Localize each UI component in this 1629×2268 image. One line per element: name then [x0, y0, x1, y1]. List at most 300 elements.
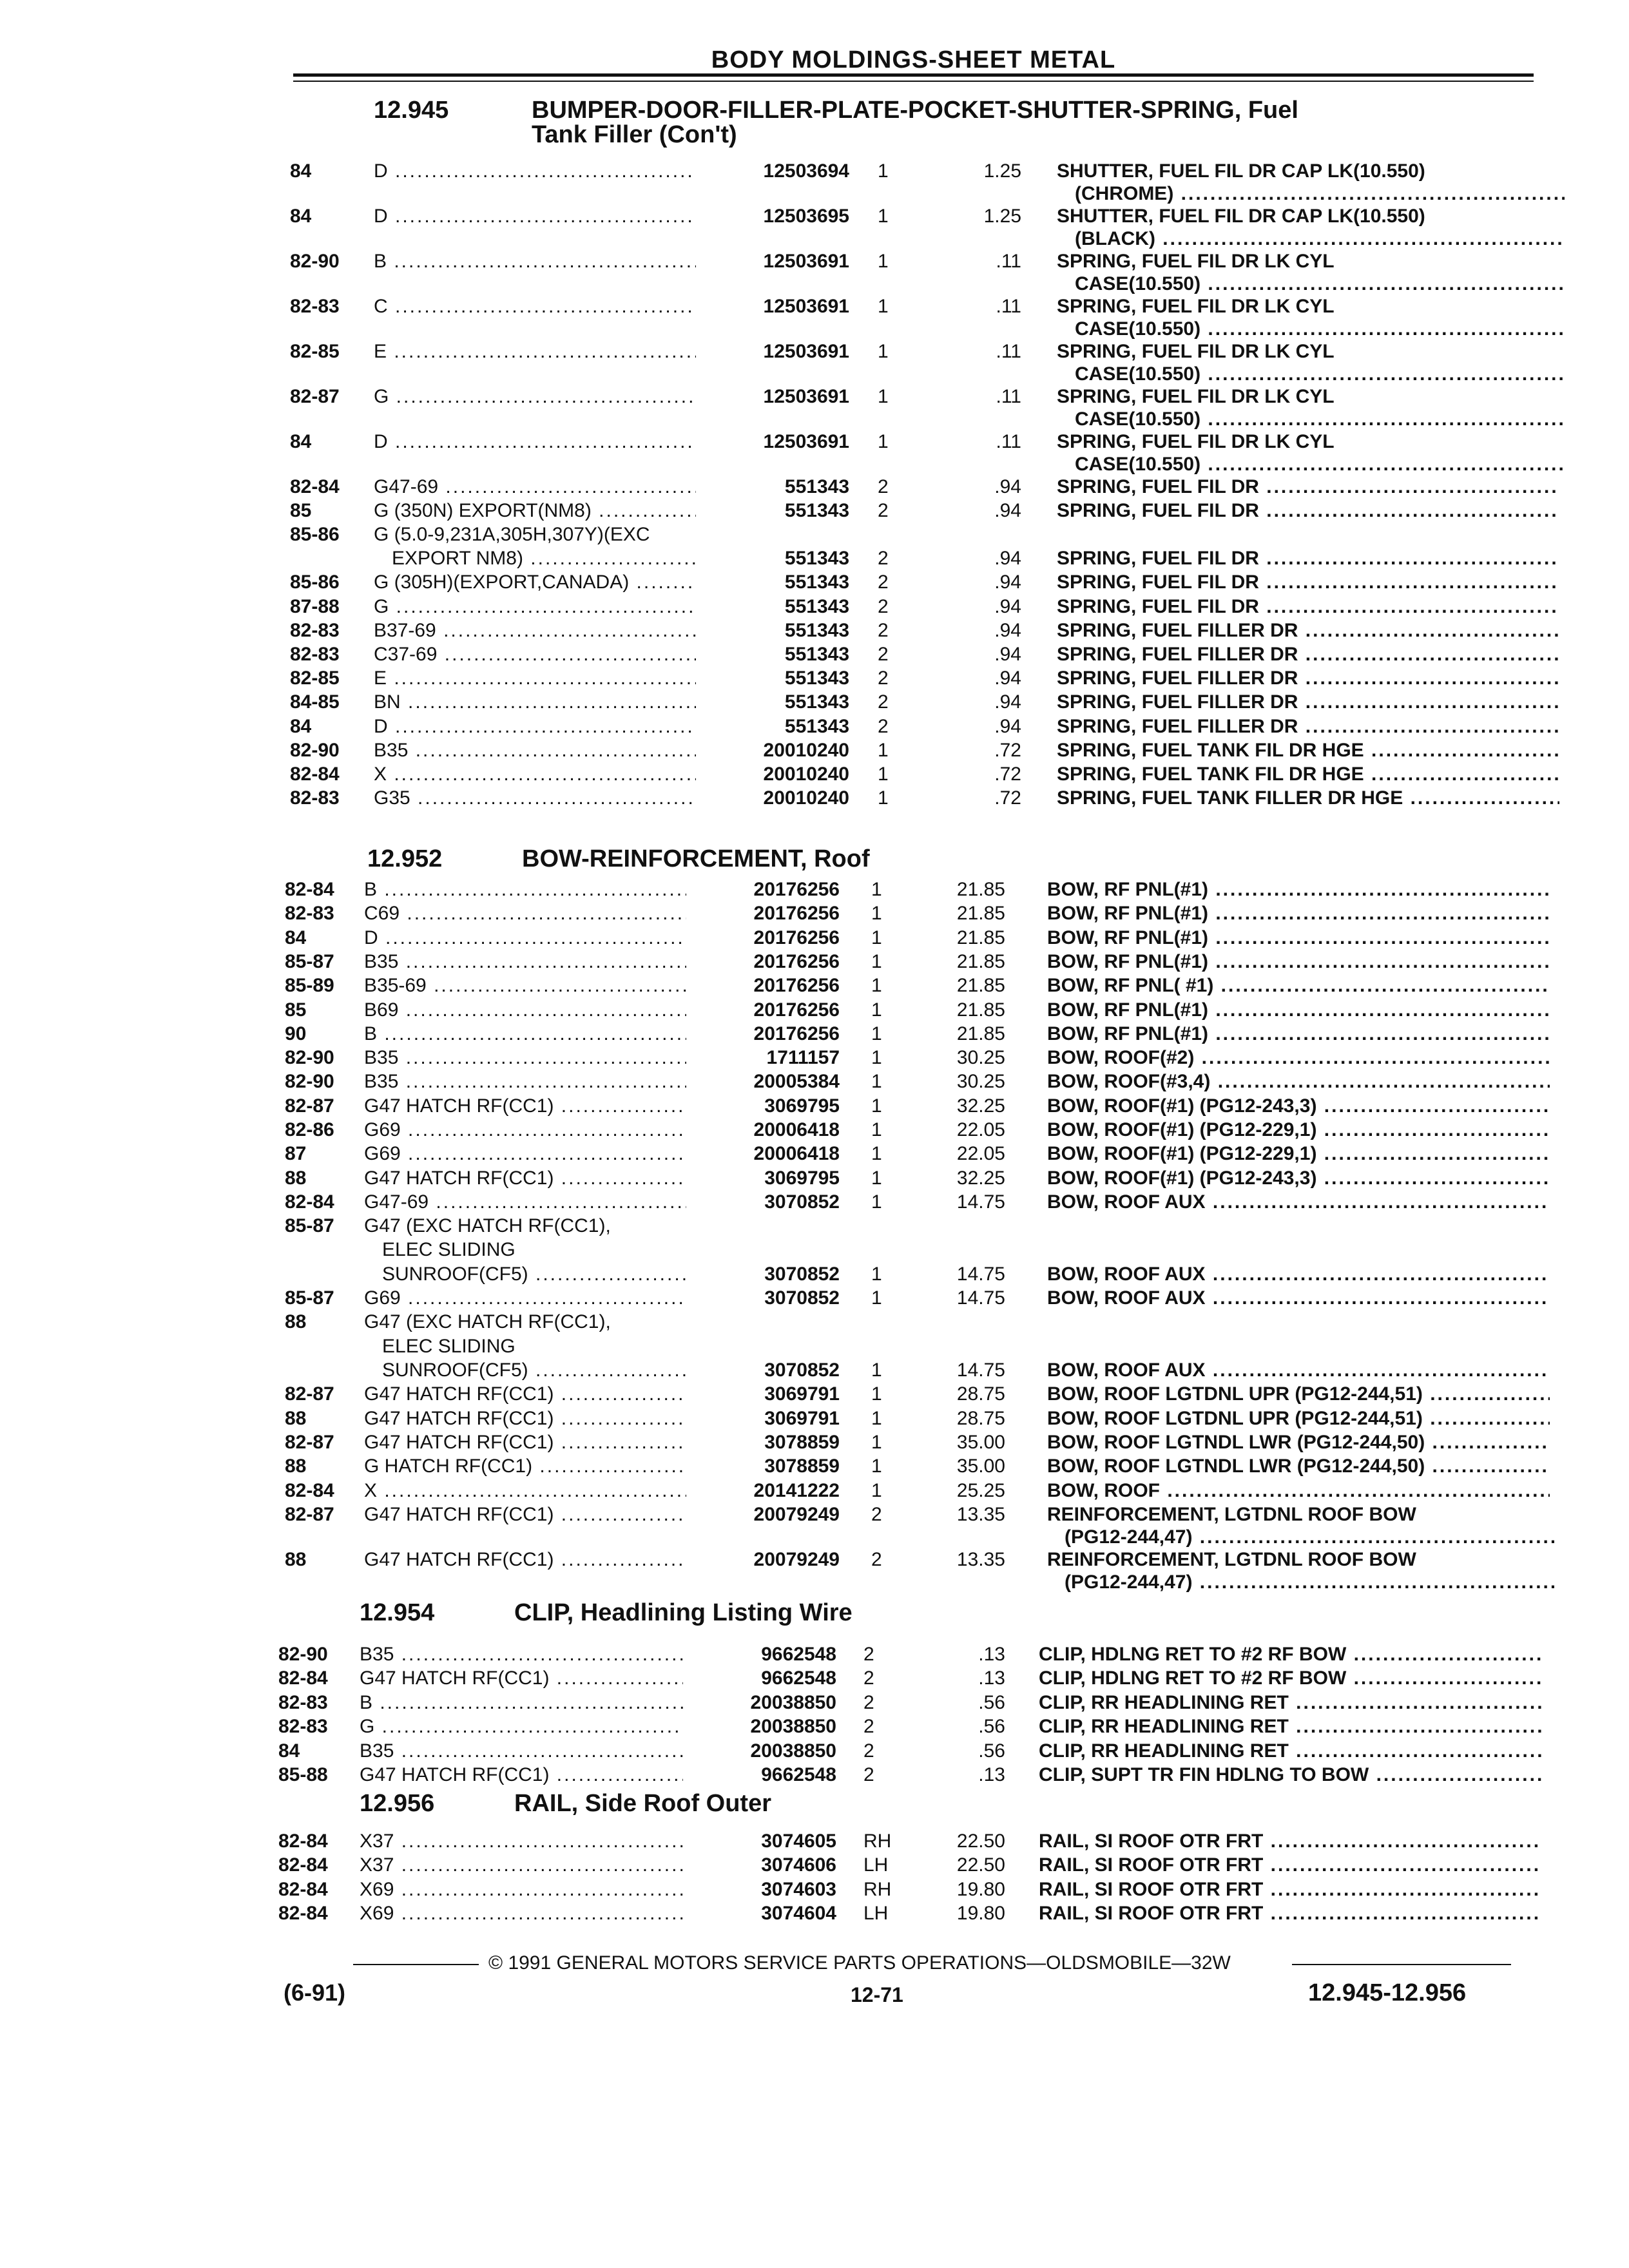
quantity: 1	[878, 250, 889, 272]
description-cont: CASE(10.550) .....	[1075, 363, 1565, 386]
body-style: B35 .....	[364, 1070, 725, 1093]
description: REINFORCEMENT, LGTDNL ROOF BOW	[1047, 1548, 1416, 1570]
model-year: 85-86	[290, 572, 340, 593]
quantity: 1	[871, 975, 882, 997]
body-style: G47 HATCH RF(CC1) .....	[360, 1763, 720, 1787]
price: 30.25	[956, 1047, 1005, 1069]
description: SPRING, FUEL FILLER DR .....	[1057, 667, 1559, 690]
model-year: 85-88	[278, 1764, 328, 1785]
quantity: 2	[863, 1667, 874, 1689]
price: .94	[994, 668, 1021, 689]
body-style: D .....	[374, 160, 735, 183]
quantity: 2	[878, 643, 889, 665]
price: .11	[996, 340, 1021, 362]
quantity: 1	[871, 1407, 882, 1429]
body-style: G47 (EXC HATCH RF(CC1),	[364, 1311, 611, 1333]
body-style: G35 .....	[374, 787, 735, 810]
description: BOW, ROOF(#1) (PG12-229,1) .....	[1047, 1142, 1550, 1166]
description: SPRING, FUEL FIL DR .....	[1057, 595, 1559, 619]
description: CLIP, SUPT TR FIN HDLNG TO BOW .....	[1039, 1763, 1541, 1787]
price: 21.85	[956, 950, 1005, 972]
description-cont: CASE(10.550) .....	[1075, 408, 1565, 431]
body-style-cont: EXPORT NM8) .....	[392, 547, 753, 570]
description: BOW, RF PNL(#1) .....	[1047, 878, 1550, 901]
body-style: G (305H)(EXPORT,CANADA) .....	[374, 571, 735, 594]
quantity: 1	[878, 205, 889, 227]
description: SPRING, FUEL FIL DR .....	[1057, 571, 1559, 594]
body-style: BN .....	[374, 691, 735, 714]
description: RAIL, SI ROOF OTR FRT .....	[1039, 1830, 1541, 1853]
body-style: G47 HATCH RF(CC1) .....	[364, 1167, 725, 1190]
part-number: 3070852	[686, 1287, 840, 1310]
model-year: 82-83	[278, 1691, 328, 1713]
model-year: 84	[290, 160, 312, 182]
header-rule-thin	[293, 81, 1534, 82]
price: .94	[994, 548, 1021, 570]
footer-rule-left	[353, 1964, 479, 1965]
page-code: (6-91)	[284, 1979, 346, 2006]
description: SPRING, FUEL FIL DR .....	[1057, 547, 1559, 570]
model-year: 82-90	[285, 1071, 334, 1093]
part-number: 3074606	[683, 1854, 836, 1877]
description: REINFORCEMENT, LGTDNL ROOF BOW	[1047, 1503, 1416, 1525]
model-year: 85-89	[285, 975, 334, 997]
description: SPRING, FUEL TANK FILLER DR HGE .....	[1057, 787, 1559, 810]
description-cont: (PG12-244,47) .....	[1065, 1526, 1554, 1549]
part-number: 3069791	[686, 1407, 840, 1430]
copyright-notice: © 1991 GENERAL MOTORS SERVICE PARTS OPERATIONS—OLDSMOBILE—32W	[488, 1952, 1231, 1974]
quantity: 2	[878, 715, 889, 737]
description: BOW, RF PNL(#1) .....	[1047, 999, 1550, 1022]
description: BOW, ROOF .....	[1047, 1479, 1550, 1503]
price: .72	[994, 763, 1021, 785]
quantity: 1	[871, 1287, 882, 1309]
description: BOW, ROOF(#1) (PG12-243,3) .....	[1047, 1167, 1550, 1190]
part-number: 551343	[696, 643, 849, 666]
body-style: D .....	[374, 715, 735, 738]
body-style: B35 .....	[364, 1046, 725, 1070]
quantity: 1	[871, 1095, 882, 1117]
price: 21.85	[956, 975, 1005, 997]
description-cont: CASE(10.550) .....	[1075, 273, 1565, 296]
body-style: G (350N) EXPORT(NM8) .....	[374, 499, 735, 523]
price: 28.75	[956, 1407, 1005, 1429]
section-number: 12.956	[360, 1790, 435, 1817]
price: .72	[994, 787, 1021, 809]
model-year: 82-84	[285, 1191, 334, 1213]
section-number: 12.954	[360, 1599, 435, 1626]
part-number: 551343	[696, 619, 849, 642]
quantity: 2	[871, 1548, 882, 1570]
model-year: 85-87	[285, 950, 334, 972]
quantity: 2	[878, 595, 889, 617]
part-number: 20038850	[683, 1740, 836, 1763]
model-year: 82-85	[290, 340, 340, 362]
description: BOW, ROOF LGTNDL LWR (PG12-244,50) .....	[1047, 1431, 1550, 1454]
description-cont: (BLACK) .....	[1075, 227, 1565, 251]
quantity: 2	[863, 1644, 874, 1665]
price: 22.50	[956, 1854, 1005, 1876]
body-style: G .....	[374, 595, 735, 619]
part-number: 551343	[696, 691, 849, 714]
part-number: 551343	[696, 547, 849, 570]
model-year: 85-86	[290, 523, 340, 545]
part-number: 12503694	[696, 160, 849, 183]
body-style: D .....	[374, 430, 735, 454]
description: BOW, ROOF(#1) (PG12-229,1) .....	[1047, 1119, 1550, 1142]
body-style: B35 .....	[374, 739, 735, 762]
description: BOW, ROOF LGTNDL LWR (PG12-244,50) .....	[1047, 1455, 1550, 1478]
quantity: 2	[863, 1764, 874, 1785]
description: SPRING, FUEL FIL DR .....	[1057, 476, 1559, 499]
model-year: 82-84	[285, 879, 334, 900]
quantity: 1	[871, 999, 882, 1021]
quantity: RH	[863, 1831, 892, 1852]
quantity: 2	[863, 1691, 874, 1713]
quantity: 1	[871, 903, 882, 925]
part-number: 20006418	[686, 1119, 840, 1142]
body-style: G47 HATCH RF(CC1) .....	[364, 1383, 725, 1406]
quantity: 2	[863, 1716, 874, 1738]
part-number: 20176256	[686, 974, 840, 997]
description-cont: CASE(10.550) .....	[1075, 453, 1565, 476]
body-style: G .....	[374, 385, 735, 408]
part-number: 12503695	[696, 205, 849, 228]
quantity: 1	[871, 879, 882, 900]
price: .13	[978, 1764, 1005, 1785]
model-year: 88	[285, 1407, 307, 1429]
part-number: 20176256	[686, 950, 840, 974]
description: SPRING, FUEL TANK FIL DR HGE .....	[1057, 763, 1559, 786]
part-number: 20010240	[696, 739, 849, 762]
body-style: B35 .....	[360, 1740, 720, 1763]
part-number: 20176256	[686, 1023, 840, 1046]
description: RAIL, SI ROOF OTR FRT .....	[1039, 1854, 1541, 1877]
quantity: 1	[878, 739, 889, 761]
body-style: G (5.0-9,231A,305H,307Y)(EXC	[374, 523, 650, 545]
page-number: 12-71	[851, 1983, 903, 2006]
part-number: 551343	[696, 715, 849, 738]
price: .11	[996, 385, 1021, 407]
quantity: 1	[871, 927, 882, 948]
body-style: G .....	[360, 1715, 720, 1738]
description: BOW, ROOF(#1) (PG12-243,3) .....	[1047, 1095, 1550, 1118]
price: 13.35	[956, 1548, 1005, 1570]
quantity: 2	[878, 691, 889, 713]
body-style: X .....	[374, 763, 735, 786]
description-cont: CASE(10.550) .....	[1075, 318, 1565, 341]
model-year: 85	[285, 999, 307, 1021]
price: .94	[994, 715, 1021, 737]
body-style: G47 HATCH RF(CC1) .....	[360, 1667, 720, 1690]
body-style: G47 HATCH RF(CC1) .....	[364, 1095, 725, 1118]
part-number: 3069795	[686, 1095, 840, 1118]
description: CLIP, HDLNG RET TO #2 RF BOW .....	[1039, 1643, 1541, 1666]
body-style: B35 .....	[364, 950, 725, 974]
body-style: C .....	[374, 295, 735, 318]
description: BOW, ROOF(#3,4) .....	[1047, 1070, 1550, 1093]
model-year: 84	[290, 205, 312, 227]
price: 25.25	[956, 1479, 1005, 1501]
body-style-cont: ELEC SLIDING	[382, 1335, 516, 1357]
part-number: 3074603	[683, 1878, 836, 1901]
part-number: 9662548	[683, 1667, 836, 1690]
description: BOW, RF PNL(#1) .....	[1047, 950, 1550, 974]
description: SPRING, FUEL FILLER DR .....	[1057, 643, 1559, 666]
price: .94	[994, 476, 1021, 497]
quantity: 1	[878, 430, 889, 452]
description: BOW, RF PNL(#1) .....	[1047, 927, 1550, 950]
model-year: 82-83	[290, 787, 340, 809]
quantity: LH	[863, 1854, 889, 1876]
quantity: 1	[878, 295, 889, 317]
price: 35.00	[956, 1431, 1005, 1453]
section-number: 12.952	[367, 845, 443, 872]
part-number: 12503691	[696, 295, 849, 318]
price: .94	[994, 643, 1021, 665]
description: BOW, RF PNL( #1) .....	[1047, 974, 1550, 997]
model-year: 82-90	[285, 1047, 334, 1069]
quantity: 1	[871, 1383, 882, 1405]
model-year: 84	[278, 1740, 300, 1762]
price: 22.50	[956, 1831, 1005, 1852]
model-year: 82-87	[285, 1431, 334, 1453]
quantity: LH	[863, 1903, 889, 1925]
model-year: 87-88	[290, 595, 340, 617]
price: 14.75	[956, 1359, 1005, 1381]
model-year: 82-84	[278, 1831, 328, 1852]
description: CLIP, RR HEADLINING RET .....	[1039, 1715, 1541, 1738]
body-style: X69 .....	[360, 1902, 720, 1925]
quantity: 1	[878, 385, 889, 407]
part-number: 20006418	[686, 1142, 840, 1166]
description-cont: (CHROME) .....	[1075, 182, 1565, 206]
section-name-continued: Tank Filler (Con't)	[532, 121, 737, 148]
description: SPRING, FUEL FILLER DR .....	[1057, 691, 1559, 714]
part-number: 12503691	[696, 385, 849, 408]
description: CLIP, RR HEADLINING RET .....	[1039, 1740, 1541, 1763]
description: BOW, ROOF LGTDNL UPR (PG12-244,51) .....	[1047, 1383, 1550, 1406]
part-number: 20079249	[686, 1548, 840, 1571]
section-name: CLIP, Headlining Listing Wire	[514, 1599, 853, 1626]
price: .13	[978, 1667, 1005, 1689]
description: RAIL, SI ROOF OTR FRT .....	[1039, 1902, 1541, 1925]
part-number: 3078859	[686, 1431, 840, 1454]
body-style: B .....	[374, 250, 735, 273]
description: SHUTTER, FUEL FIL DR CAP LK(10.550)	[1057, 160, 1425, 182]
description: SPRING, FUEL FIL DR LK CYL	[1057, 340, 1335, 362]
description: SPRING, FUEL FIL DR LK CYL	[1057, 295, 1335, 317]
model-year: 87	[285, 1143, 307, 1165]
model-year: 82-87	[290, 385, 340, 407]
page-header: BODY MOLDINGS-SHEET METAL	[711, 46, 1116, 73]
body-style: G47-69 .....	[374, 476, 735, 499]
quantity: 2	[878, 668, 889, 689]
body-style-cont: SUNROOF(CF5) .....	[382, 1359, 743, 1382]
description: BOW, RF PNL(#1) .....	[1047, 1023, 1550, 1046]
price: 14.75	[956, 1263, 1005, 1285]
model-year: 82-87	[285, 1503, 334, 1525]
model-year: 84	[285, 927, 307, 948]
quantity: 1	[878, 340, 889, 362]
part-number: 20141222	[686, 1479, 840, 1503]
part-number: 551343	[696, 571, 849, 594]
model-year: 82-84	[290, 476, 340, 497]
quantity: 1	[878, 160, 889, 182]
description: BOW, ROOF LGTDNL UPR (PG12-244,51) .....	[1047, 1407, 1550, 1430]
model-year: 82-83	[290, 643, 340, 665]
body-style: B35-69 .....	[364, 974, 725, 997]
model-year: 84-85	[290, 691, 340, 713]
part-number: 1711157	[686, 1046, 840, 1070]
part-number: 551343	[696, 499, 849, 523]
model-year: 82-83	[290, 619, 340, 641]
header-rule	[293, 73, 1534, 77]
price: .56	[978, 1716, 1005, 1738]
body-style: D .....	[374, 205, 735, 228]
description: SHUTTER, FUEL FIL DR CAP LK(10.550)	[1057, 205, 1425, 227]
price: .11	[996, 430, 1021, 452]
quantity: 1	[878, 787, 889, 809]
body-style: B .....	[364, 878, 725, 901]
quantity: 1	[871, 1167, 882, 1189]
description: BOW, ROOF AUX .....	[1047, 1359, 1550, 1382]
part-number: 3074604	[683, 1902, 836, 1925]
price: .94	[994, 691, 1021, 713]
quantity: 2	[878, 476, 889, 497]
page-range: 12.945-12.956	[1308, 1979, 1467, 2006]
model-year: 82-90	[290, 250, 340, 272]
description: BOW, ROOF AUX .....	[1047, 1287, 1550, 1310]
part-number: 20010240	[696, 787, 849, 810]
part-number: 12503691	[696, 430, 849, 454]
model-year: 82-87	[285, 1383, 334, 1405]
price: 22.05	[956, 1143, 1005, 1165]
price: 19.80	[956, 1878, 1005, 1900]
part-number: 9662548	[683, 1763, 836, 1787]
description: SPRING, FUEL FIL DR .....	[1057, 499, 1559, 523]
model-year: 84	[290, 715, 312, 737]
description: BOW, ROOF(#2) .....	[1047, 1046, 1550, 1070]
model-year: 82-83	[285, 903, 334, 925]
model-year: 82-84	[278, 1854, 328, 1876]
part-number: 20038850	[683, 1715, 836, 1738]
part-number: 3074605	[683, 1830, 836, 1853]
part-number: 3070852	[686, 1263, 840, 1286]
quantity: 2	[871, 1503, 882, 1525]
body-style: G47 HATCH RF(CC1) .....	[364, 1431, 725, 1454]
description: CLIP, HDLNG RET TO #2 RF BOW .....	[1039, 1667, 1541, 1690]
price: .94	[994, 595, 1021, 617]
body-style: X .....	[364, 1479, 725, 1503]
price: 13.35	[956, 1503, 1005, 1525]
body-style: B .....	[360, 1691, 720, 1715]
quantity: 1	[871, 1143, 882, 1165]
price: 32.25	[956, 1095, 1005, 1117]
part-number: 20176256	[686, 999, 840, 1022]
section-name: BOW-REINFORCEMENT, Roof	[522, 845, 870, 872]
body-style-cont: ELEC SLIDING	[382, 1239, 516, 1261]
part-number: 551343	[696, 667, 849, 690]
body-style: X37 .....	[360, 1830, 720, 1853]
price: 14.75	[956, 1287, 1005, 1309]
body-style: C37-69 .....	[374, 643, 735, 666]
model-year: 82-83	[290, 295, 340, 317]
description: SPRING, FUEL FIL DR LK CYL	[1057, 430, 1335, 452]
body-style: G HATCH RF(CC1) .....	[364, 1455, 725, 1478]
quantity: 1	[878, 763, 889, 785]
footer-rule-right	[1292, 1964, 1511, 1965]
price: 14.75	[956, 1191, 1005, 1213]
price: 21.85	[956, 903, 1005, 925]
price: .94	[994, 499, 1021, 521]
body-style: X69 .....	[360, 1878, 720, 1901]
quantity: 1	[871, 1023, 882, 1044]
body-style: G47 HATCH RF(CC1) .....	[364, 1503, 725, 1526]
part-number: 20005384	[686, 1070, 840, 1093]
price: 21.85	[956, 1023, 1005, 1044]
quantity: 2	[878, 572, 889, 593]
part-number: 20176256	[686, 927, 840, 950]
part-number: 20176256	[686, 902, 840, 925]
quantity: 1	[871, 950, 882, 972]
description: BOW, RF PNL(#1) .....	[1047, 902, 1550, 925]
part-number: 3069791	[686, 1383, 840, 1406]
body-style: G47 HATCH RF(CC1) .....	[364, 1548, 725, 1571]
price: .72	[994, 739, 1021, 761]
price: .11	[996, 250, 1021, 272]
model-year: 82-85	[290, 668, 340, 689]
model-year: 82-84	[285, 1479, 334, 1501]
price: .94	[994, 619, 1021, 641]
price: 22.05	[956, 1119, 1005, 1140]
quantity: 1	[871, 1456, 882, 1477]
description: BOW, ROOF AUX .....	[1047, 1263, 1550, 1286]
price: 21.85	[956, 879, 1005, 900]
quantity: 1	[871, 1431, 882, 1453]
price: 21.85	[956, 999, 1005, 1021]
model-year: 85-87	[285, 1287, 334, 1309]
part-number: 20176256	[686, 878, 840, 901]
description: BOW, ROOF AUX .....	[1047, 1191, 1550, 1214]
price: .11	[996, 295, 1021, 317]
model-year: 85	[290, 499, 312, 521]
part-number: 3070852	[686, 1359, 840, 1382]
model-year: 85-87	[285, 1215, 334, 1237]
model-year: 88	[285, 1548, 307, 1570]
quantity: 2	[878, 619, 889, 641]
price: 21.85	[956, 927, 1005, 948]
body-style: D .....	[364, 927, 725, 950]
model-year: 82-90	[290, 739, 340, 761]
part-number: 551343	[696, 595, 849, 619]
body-style: B .....	[364, 1023, 725, 1046]
model-year: 82-84	[290, 763, 340, 785]
section-number: 12.945	[374, 97, 449, 124]
price: 1.25	[983, 205, 1021, 227]
part-number: 9662548	[683, 1643, 836, 1666]
quantity: 1	[871, 1263, 882, 1285]
body-style: G69 .....	[364, 1119, 725, 1142]
model-year: 82-86	[285, 1119, 334, 1140]
description-cont: (PG12-244,47) .....	[1065, 1571, 1554, 1594]
model-year: 82-84	[278, 1903, 328, 1925]
part-number: 20079249	[686, 1503, 840, 1526]
section-name: RAIL, Side Roof Outer	[514, 1790, 771, 1817]
body-style: E .....	[374, 340, 735, 363]
model-year: 82-83	[278, 1716, 328, 1738]
body-style: B69 .....	[364, 999, 725, 1022]
